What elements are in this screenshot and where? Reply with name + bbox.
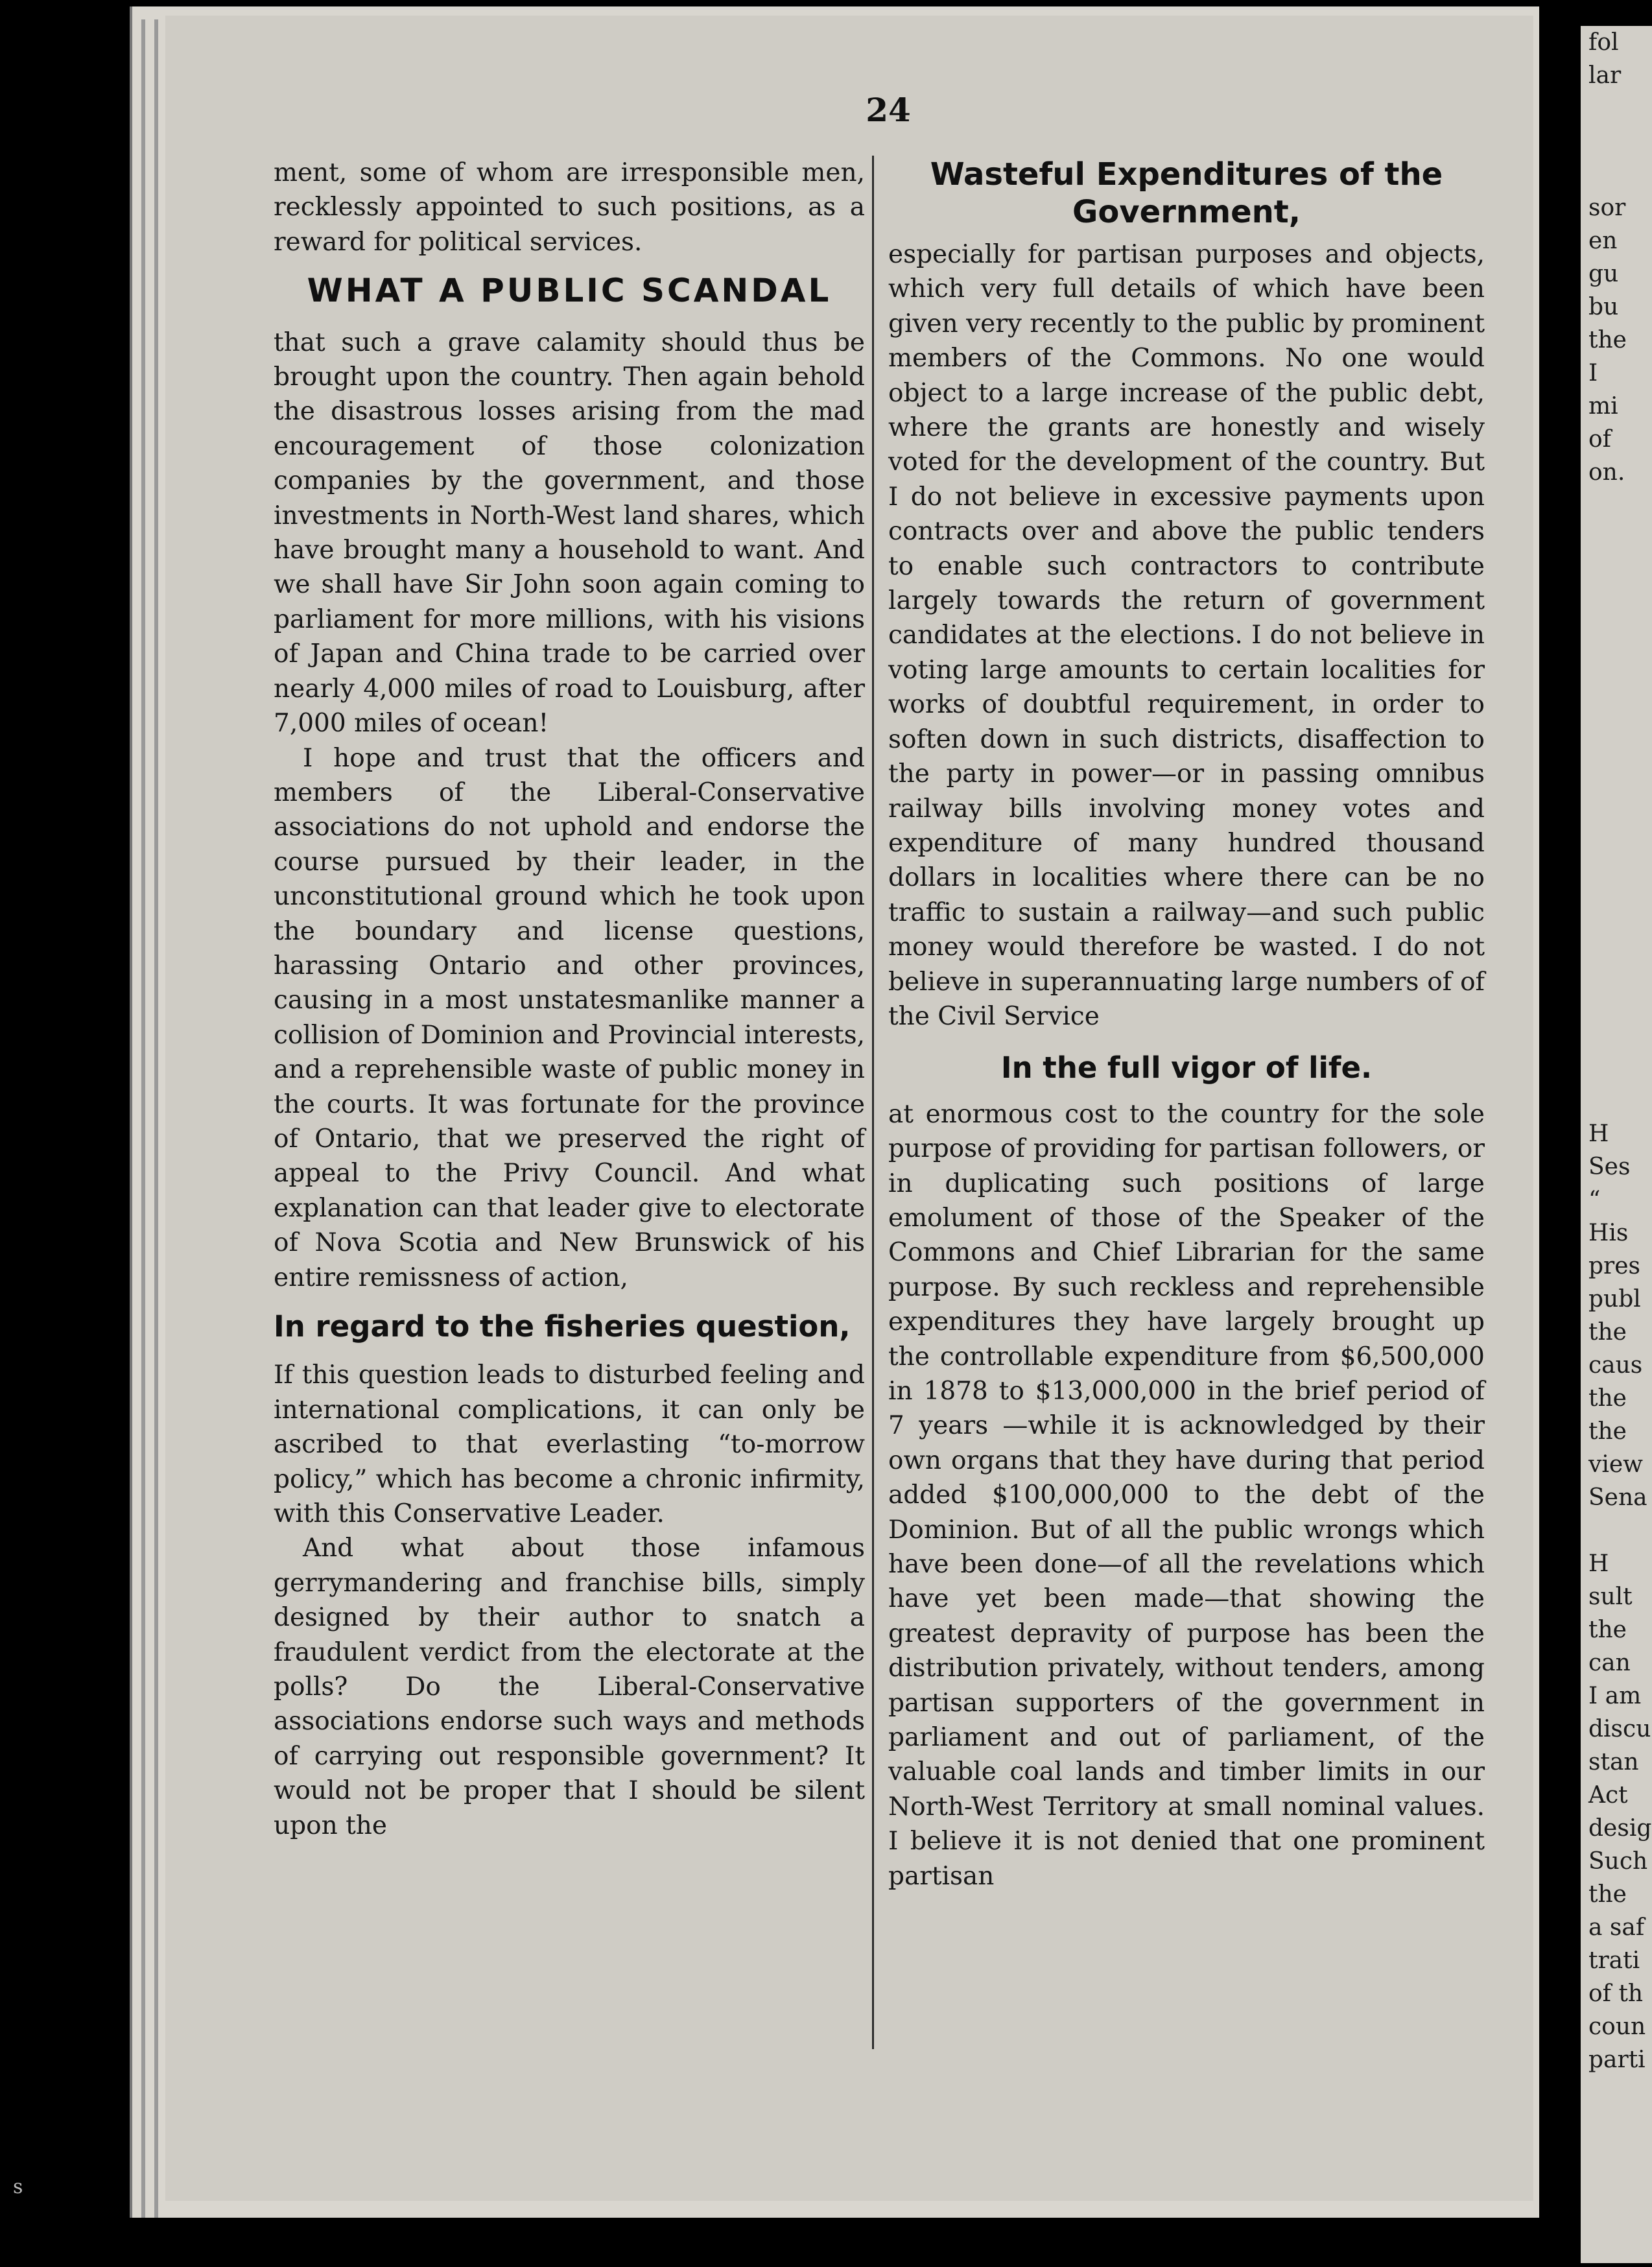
corner-mark: s [13, 2176, 23, 2198]
next-page-fragment: H [1588, 1121, 1609, 1147]
left-paragraph-4: And what about those infamous gerrymandering and franchise bills, simply designed by their author to snatch a fraudulent verdict from the electorate at the polls? Do the Liberal-Conservative associations endorse such ways and methods of carrying out responsible government? It would not be proper that I should be silent upon the [274, 1534, 865, 1840]
next-page-fragment [1581, 92, 1652, 125]
next-page-fragment [1581, 522, 1652, 555]
next-page-fragments [1581, 26, 1652, 2076]
next-page-fragment [1581, 919, 1652, 952]
next-page-fragment [1581, 720, 1652, 754]
next-page-fragment [1581, 1051, 1652, 1084]
right-paragraph-1: especially for partisan purposes and objects, which very full details of which have been given very recently to the public by prominent members of the Commons. No one would object to a large increase of the public debt, where the grants are honestly and wisely voted for the development of the country. But I do not believe in excessive payments upon contracts over and above the public tenders to enable such contractors to contribute largely towards the return of government candidates at the elections. I do not believe in voting large amounts to certain localities for works of doubtful requirement, in order to soften down in such districts, disaffection to the party in power—or in passing omnibus railway bills involving money votes and expenditure of many hundred thousand dollars in localities where there can be no traffic to sustain a railway—and such public money would therefore be wasted. I do not believe in superannuating large numbers of of the Civil Service [888, 240, 1485, 1031]
next-page-fragment [1581, 489, 1652, 522]
column-divider [872, 156, 874, 2049]
next-page-fragment: His [1588, 1220, 1629, 1246]
next-page-fragment [1581, 1514, 1652, 1547]
next-page-fragment [1581, 1084, 1652, 1117]
left-intro-paragraph: ment, some of whom are irresponsible men, recklessly appointed to such positions, as a reward for political services. [274, 158, 865, 257]
next-page-fragment [1581, 621, 1652, 654]
next-page-fragment: fol [1588, 29, 1619, 56]
heading-full-vigor: In the full vigor of life. [1000, 1050, 1373, 1086]
next-page-fragment [1581, 687, 1652, 720]
next-page-fragment: of [1588, 426, 1611, 453]
next-page-fragment: discu [1588, 1716, 1651, 1742]
next-page-fragment [1581, 654, 1652, 687]
next-page-fragment: of th [1588, 1980, 1644, 2007]
right-column [888, 156, 1485, 1893]
next-page-fragment: sor [1588, 195, 1626, 221]
next-page-fragment: pres [1588, 1253, 1641, 1279]
next-page-fragment: the [1588, 1617, 1627, 1643]
left-paragraph-1: that such a grave calamity should thus be brought upon the country. Then again behold the disastrous losses arising from the mad encouragement of those colonization companies by the government, and those investments in North-West land shares, which have brought many a household to want. And we shall have Sir John soon again coming to parliament for more millions, with his visions of Japan and China trade to be carried over nearly 4,000 miles of road to Louisburg, after 7,000 miles of ocean! [274, 327, 865, 739]
next-page-fragment [1581, 886, 1652, 919]
left-column [274, 156, 865, 1843]
next-page-fragment: desig [1588, 1815, 1652, 1842]
heading-fisheries: In regard to the fisheries question, [274, 1309, 851, 1344]
right-paragraph-2: at enormous cost to the country for the sole purpose of providing for partisan followers, or in duplicating such positions of large emolument of those of the Speaker of the Commons and Chief Librarian for the same purpose. By such reckless and reprehensible expenditures they have largely brought up the controllable expenditure from $6,500,000 in 1878 to $13,000,000 in the brief period of 7 years —while it is acknowledged by their own organs that they have during that period added $100,000,000 to the debt of the Dominion. But of all the public wrongs which have been done—of all the revelations which have yet been made—that showing the greatest depravity of purpose has been the distribution privately, without tenders, among partisan supporters of the government in parliament and out of parliament, of the valuable coal lands and timber limits in our North-West Territory at small nominal values. I believe it is not denied that one prominent partisan [888, 1099, 1485, 1891]
next-page-fragment [1581, 985, 1652, 1018]
next-page-fragment: I [1588, 360, 1598, 386]
next-page-fragment: “ [1588, 1187, 1601, 1213]
next-page-fragment: publ [1588, 1286, 1641, 1312]
next-page-fragment: en [1588, 228, 1618, 254]
next-page-fragment: mi [1588, 393, 1618, 420]
next-page-fragment: Ses [1588, 1154, 1631, 1180]
next-page-fragment: the [1588, 1319, 1627, 1346]
next-page-fragment: coun [1588, 2013, 1646, 2040]
next-page-fragment: on. [1588, 459, 1625, 486]
next-page-fragment: the [1588, 1385, 1627, 1412]
next-page-fragment: lar [1588, 62, 1622, 89]
next-page-fragment: H [1588, 1550, 1609, 1577]
heading-public-scandal: WHAT A PUBLIC SCANDAL [307, 272, 832, 310]
next-page-fragment: Act [1588, 1782, 1628, 1809]
next-page-fragment [1581, 853, 1652, 886]
left-paragraph-2: I hope and trust that the officers and members of the Liberal-Conservative associations do not uphold and endorse the course pursued by their leader, in the unconstitutional ground which he took upon the boundary and license questions, harassing Ontario and other provinces, causing in a most unstatesmanlike manner a collision of Dominion and Provincial interests, and a reprehensible waste of public money in the courts. It was fortunate for the province of Ontario, that we preserved the right of appeal to the Privy Council. And what explanation can that leader give to electorate of Nova Scotia and New Brunswick of his entire remissness of action, [274, 743, 865, 1292]
next-page-fragment: the [1588, 327, 1627, 353]
left-paragraph-3: If this question leads to disturbed feeling and international complications, it can only be ascribed to that everlasting “to-morrow policy,” which has become a chronic infirmity, with this Conservative Leader. [274, 1360, 865, 1529]
next-page-fragment: Sena [1588, 1484, 1647, 1511]
next-page-fragment: parti [1588, 2047, 1646, 2073]
next-page-fragment: view [1588, 1451, 1643, 1478]
next-page-fragment [1581, 952, 1652, 985]
next-page-fragment: sult [1588, 1584, 1633, 1610]
next-page-fragment [1581, 1018, 1652, 1051]
next-page-fragment [1581, 555, 1652, 588]
next-page-fragment [1581, 158, 1652, 191]
next-page-fragment: trati [1588, 1947, 1640, 1974]
next-page-fragment: I am [1588, 1683, 1642, 1709]
heading-wasteful-expenditures: Wasteful Expenditures of the Government, [930, 156, 1443, 230]
next-page-fragment: bu [1588, 294, 1619, 320]
next-page-fragment: the [1588, 1881, 1627, 1908]
next-page-edge [1581, 26, 1652, 2263]
next-page-fragment [1581, 820, 1652, 853]
next-page-fragment: Such [1588, 1848, 1648, 1875]
next-page-fragment: can [1588, 1650, 1631, 1676]
next-page-fragment [1581, 787, 1652, 820]
next-page-fragment: the [1588, 1418, 1627, 1445]
next-page-fragment [1581, 125, 1652, 158]
next-page-fragment: gu [1588, 261, 1619, 287]
next-page-fragment [1581, 588, 1652, 621]
next-page-fragment [1581, 754, 1652, 787]
page-number: 24 [866, 91, 911, 129]
next-page-fragment: caus [1588, 1352, 1643, 1379]
next-page-fragment: stan [1588, 1749, 1639, 1775]
next-page-fragment: a saf [1588, 1914, 1645, 1941]
